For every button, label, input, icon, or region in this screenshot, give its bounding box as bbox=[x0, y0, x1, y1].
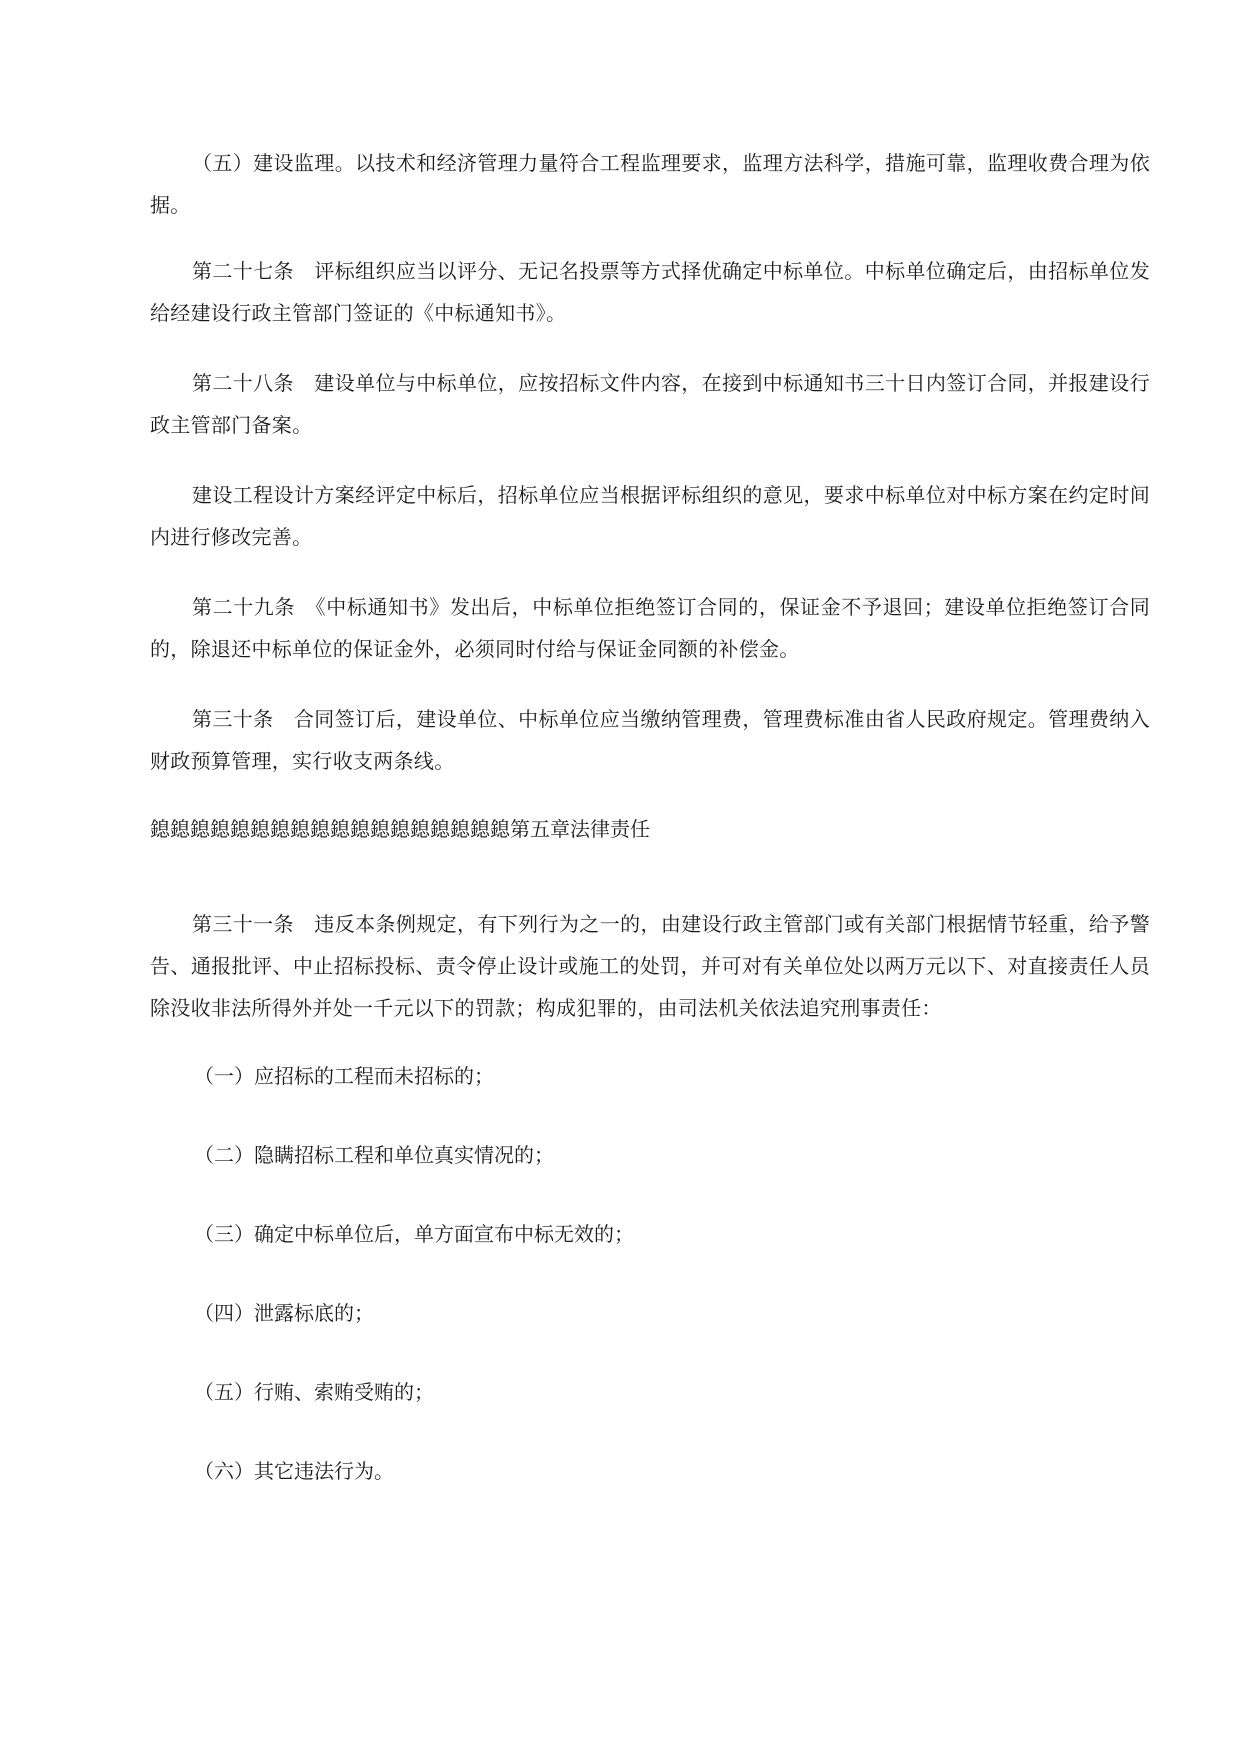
paragraph-article-31: 第三十一条 违反本条例规定，有下列行为之一的，由建设行政主管部门或有关部门根据情节轻重，给予警告、通报批评、中止招标投标、责令停止设计或施工的处罚，并可对有关单位处以两万元以下、对直接责任人员除没收非法所得外并处一千元以下的罚款；构成犯罪的，由司法机关依法追究刑事责任： bbox=[150, 912, 1150, 1020]
list-item: （五）行贿、索贿受贿的； bbox=[194, 1380, 434, 1404]
paragraph-article-28: 第二十八条 建设单位与中标单位，应按招标文件内容，在接到中标通知书三十日内签订合同，并报建设行政主管部门备案。 bbox=[150, 371, 1150, 437]
paragraph-construction-supervision: （五）建设监理。以技术和经济管理力量符合工程监理要求，监理方法科学，措施可靠，监理收费合理为依据。 bbox=[150, 151, 1150, 217]
chapter-heading: 鎴鎴鎴鎴鎴鎴鎴鎴鎴鎴鎴鎴鎴鎴鎴鎴鎴鎴第五章法律责任 bbox=[150, 817, 650, 841]
paragraph-design-revision: 建设工程设计方案经评定中标后，招标单位应当根据评标组织的意见，要求中标单位对中标方案在约定时间内进行修改完善。 bbox=[150, 483, 1150, 549]
paragraph-article-29: 第二十九条 《中标通知书》发出后，中标单位拒绝签订合同的，保证金不予退回；建设单位拒绝签订合同的，除退还中标单位的保证金外，必须同时付给与保证金同额的补偿金。 bbox=[150, 595, 1150, 661]
list-item: （六）其它违法行为。 bbox=[194, 1459, 394, 1483]
list-item: （一）应招标的工程而未招标的； bbox=[194, 1064, 494, 1088]
list-item: （四）泄露标底的； bbox=[194, 1301, 374, 1325]
list-item: （三）确定中标单位后，单方面宣布中标无效的； bbox=[194, 1222, 634, 1246]
paragraph-article-30: 第三十条 合同签订后，建设单位、中标单位应当缴纳管理费，管理费标准由省人民政府规定。管理费纳入财政预算管理，实行收支两条线。 bbox=[150, 707, 1150, 773]
paragraph-article-27: 第二十七条 评标组织应当以评分、无记名投票等方式择优确定中标单位。中标单位确定后，由招标单位发给经建设行政主管部门签证的《中标通知书》。 bbox=[150, 259, 1150, 325]
list-item: （二）隐瞒招标工程和单位真实情况的； bbox=[194, 1143, 554, 1167]
